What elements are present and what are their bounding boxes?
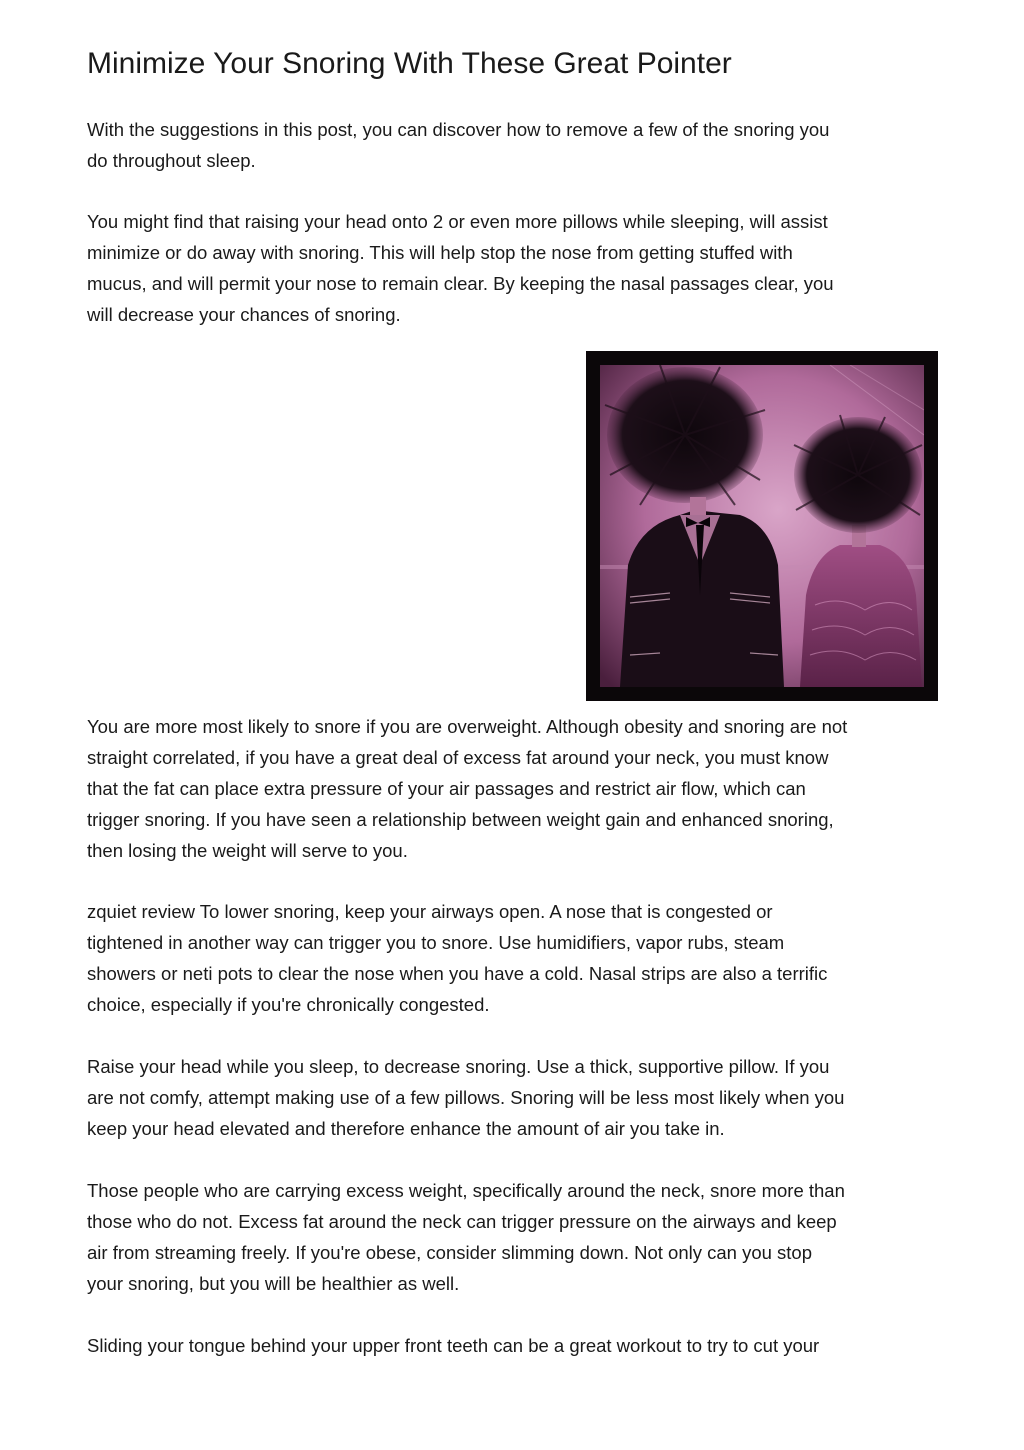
text-line: minimize or do away with snoring. This will help stop the nose from getting stuffed with bbox=[87, 242, 793, 263]
paragraph-5 bbox=[87, 1051, 844, 1144]
text-line: You are more most likely to snore if you are overweight. Although obesity and snoring are not bbox=[87, 716, 848, 737]
mannequin-illustration bbox=[600, 365, 924, 687]
document-title: Minimize Your Snoring With These Great Pointer bbox=[87, 47, 732, 80]
paragraph-4 bbox=[87, 896, 827, 1020]
text-line: that the fat can place extra pressure of your air passages and restrict air flow, which can bbox=[87, 778, 806, 799]
paragraph-7 bbox=[87, 1330, 819, 1361]
text-line: mucus, and will permit your nose to remain clear. By keeping the nasal passages clear, you bbox=[87, 273, 834, 294]
text-line: keep your head elevated and therefore enhance the amount of air you take in. bbox=[87, 1118, 725, 1139]
mannequin-photo bbox=[586, 351, 938, 701]
text-line: your snoring, but you will be healthier as well. bbox=[87, 1273, 460, 1294]
text-line: Sliding your tongue behind your upper front teeth can be a great workout to try to cut your bbox=[87, 1335, 820, 1356]
text-line: With the suggestions in this post, you can discover how to remove a few of the snoring you bbox=[87, 119, 830, 140]
text-line: Those people who are carrying excess weight, specifically around the neck, snore more than bbox=[87, 1180, 845, 1201]
text-line: straight correlated, if you have a great deal of excess fat around your neck, you must know bbox=[87, 747, 829, 768]
text-line: air from streaming freely. If you're obese, consider slimming down. Not only can you stop bbox=[87, 1242, 813, 1263]
paragraph-6 bbox=[87, 1175, 845, 1299]
text-line: choice, especially if you're chronically congested. bbox=[87, 994, 490, 1015]
text-line: showers or neti pots to clear the nose when you have a cold. Nasal strips are also a terrific bbox=[87, 963, 828, 984]
paragraph-2 bbox=[87, 206, 834, 330]
text-line: Raise your head while you sleep, to decrease snoring. Use a thick, supportive pillow. If you bbox=[87, 1056, 830, 1077]
text-line: are not comfy, attempt making use of a few pillows. Snoring will be less most likely when you bbox=[87, 1087, 845, 1108]
text-line: those who do not. Excess fat around the neck can trigger pressure on the airways and keep bbox=[87, 1211, 837, 1232]
text-line: will decrease your chances of snoring. bbox=[87, 304, 401, 325]
text-line: tightened in another way can trigger you to snore. Use humidifiers, vapor rubs, steam bbox=[87, 932, 785, 953]
paragraph-3 bbox=[87, 711, 847, 866]
text-line: trigger snoring. If you have seen a relationship between weight gain and enhanced snoring, bbox=[87, 809, 834, 830]
paragraph-1 bbox=[87, 114, 829, 176]
text-line: then losing the weight will serve to you. bbox=[87, 840, 408, 861]
text-line: zquiet review To lower snoring, keep your airways open. A nose that is congested or bbox=[87, 901, 773, 922]
dress bbox=[800, 545, 922, 687]
text-line: do throughout sleep. bbox=[87, 150, 256, 171]
text-line: You might find that raising your head onto 2 or even more pillows while sleeping, will assist bbox=[87, 211, 828, 232]
